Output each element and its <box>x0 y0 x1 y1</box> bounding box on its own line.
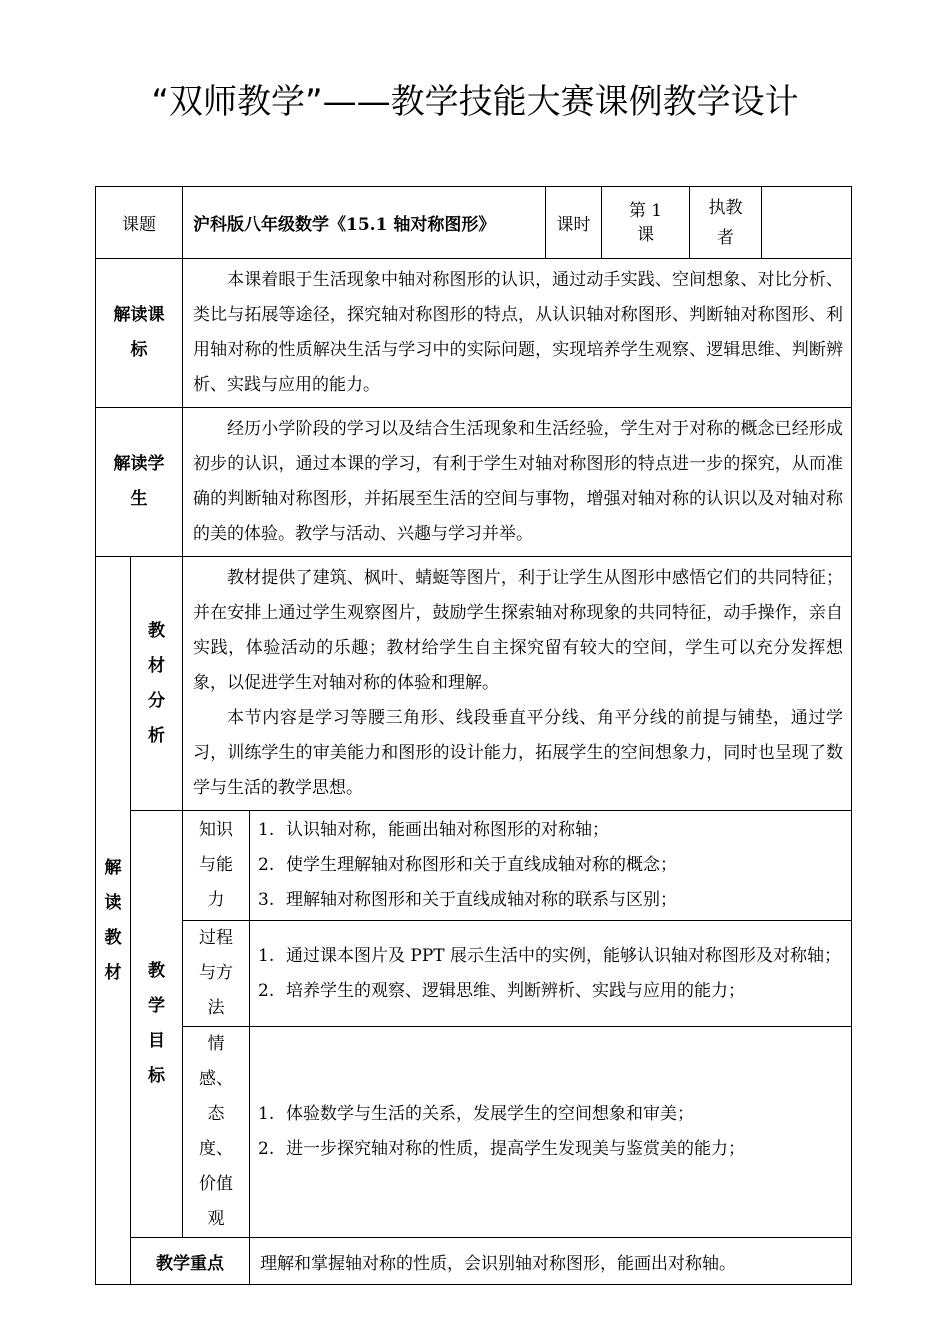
standards-row <box>96 259 852 408</box>
header-row <box>96 187 852 259</box>
period-label: 课时 <box>546 187 602 259</box>
standards-text: 本课着眼于生活现象中轴对称图形的认识，通过动手实践、空间想象、对比分析、类比与拓展等途径，探究轴对称图形的特点，从认识轴对称图形、判断轴对称图形、利用轴对称的性质解决生活与学习中的实际问题，实现培养学生观察、逻辑思维、判断辨析、实践与应用的能力。 <box>183 259 852 408</box>
lesson-design-table <box>95 186 852 1285</box>
key-point-row <box>96 1238 852 1285</box>
goals-label: 教学目标 <box>131 811 183 1238</box>
standards-label: 解读课标 <box>96 259 183 408</box>
analysis-row <box>96 557 852 811</box>
list-item: 1. 体验数学与生活的关系，发展学生的空间想象和审美； <box>258 1104 694 1124</box>
goal-list-attitude <box>250 1027 852 1238</box>
goal-label-attitude: 情感、态度、价值观 <box>183 1027 250 1238</box>
goal-label-knowledge: 知识与能力 <box>183 811 250 921</box>
list-item: 1. 通过课本图片及 PPT 展示生活中的实例，能够认识轴对称图形及对称轴； <box>258 945 842 966</box>
students-row <box>96 408 852 557</box>
goal-row-knowledge <box>96 811 852 921</box>
students-text: 经历小学阶段的学习以及结合生活现象和生活经验，学生对于对称的概念已经形成初步的认识，通过本课的学习，有利于学生对轴对称图形的特点进一步的探究，从而准确的判断轴对称图形，并拓展至生活的空间与事物，增强对轴对称的认识以及对轴对称的美的体验。教学与活动、兴趣与学习并举。 <box>183 408 852 557</box>
key-point-label: 教学重点 <box>131 1238 250 1285</box>
list-item: 1. 认识轴对称，能画出轴对称图形的对称轴； <box>258 820 609 840</box>
goal-list-process <box>250 921 852 1027</box>
analysis-label: 教材分析 <box>131 557 183 811</box>
teacher-label: 执教者 <box>690 187 762 259</box>
list-item: 2. 培养学生的观察、逻辑思维、判断辨析、实践与应用的能力； <box>258 980 745 1001</box>
goal-list-knowledge <box>250 811 852 921</box>
list-item: 2. 使学生理解轴对称图形和关于直线成轴对称的概念； <box>258 855 677 875</box>
topic-label: 课题 <box>96 187 183 259</box>
textbook-label: 解读教材 <box>96 557 131 1285</box>
period-value: 第 1 课 <box>602 187 690 259</box>
topic-value: 沪科版八年级数学《15.1 轴对称图形》 <box>183 187 546 259</box>
list-item: 3. 理解轴对称图形和关于直线成轴对称的联系与区别； <box>258 890 677 910</box>
analysis-paragraph-1: 教材提供了建筑、枫叶、蜻蜓等图片，利于让学生从图形中感悟它们的共同特征；并在安排上通过学生观察图片，鼓励学生探索轴对称现象的共同特征，动手操作，亲自实践，体验活动的乐趣；教材给学生自主探究留有较大的空间，学生可以充分发挥想象，以促进学生对轴对称的体验和理解。 <box>193 568 844 693</box>
analysis-paragraph-2: 本节内容是学习等腰三角形、线段垂直平分线、角平分线的前提与铺垫，通过学习，训练学生的审美能力和图形的设计能力，拓展学生的空间想象力，同时也呈现了数学与生活的教学思想。 <box>193 708 844 798</box>
document-title: “双师教学”——教学技能大赛课例教学设计 <box>151 82 799 122</box>
key-point-text: 理解和掌握轴对称的性质，会识别轴对称图形，能画出对称轴。 <box>250 1238 852 1285</box>
students-label: 解读学生 <box>96 408 183 557</box>
list-item: 2. 进一步探究轴对称的性质，提高学生发现美与鉴赏美的能力； <box>258 1139 745 1159</box>
goal-label-process: 过程与方法 <box>183 921 250 1027</box>
goal-row-attitude <box>96 1027 852 1238</box>
goal-row-process <box>96 921 852 1027</box>
teacher-value <box>762 187 852 259</box>
analysis-text <box>183 557 852 811</box>
